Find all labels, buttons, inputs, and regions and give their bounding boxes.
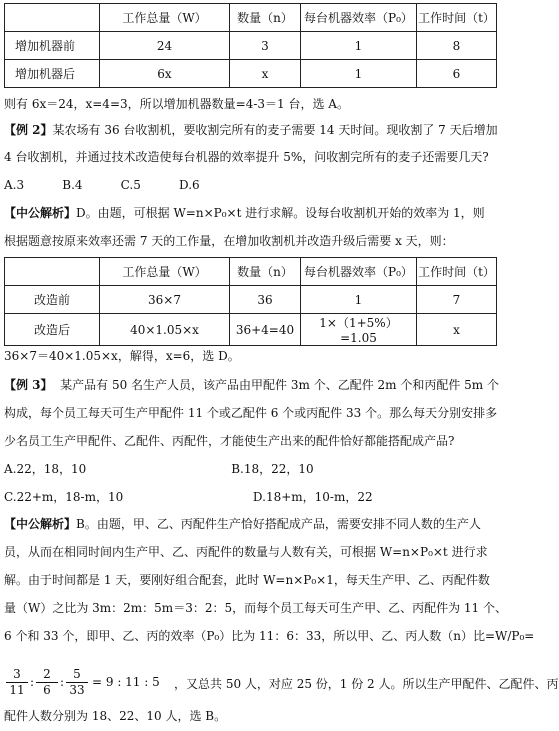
table-cell: 6x <box>100 60 230 88</box>
table-cell: 8 <box>417 32 497 60</box>
fraction: 2 6 <box>36 667 58 698</box>
table-cell: 增加机器前 <box>5 32 100 60</box>
text-line: 则有 6x＝24，x=4=3，所以增加机器数量=4-3＝1 台，选 A。 <box>4 97 349 111</box>
example-2-heading-line: 【例 2】某农场有 36 台收割机，要收割完所有的麦子需要 14 天时间。现收割了 7 天后增加 <box>4 123 498 137</box>
table-header-cell: 工作总量（W） <box>100 4 230 32</box>
table-header-cell: 工作时间（t） <box>417 4 497 32</box>
table-cell: 36×7 <box>100 286 230 314</box>
text-line: 根据题意按原来效率还需 7 天的工作量，在增加收割机并改造升级后需要 x 天，则： <box>4 234 454 248</box>
table-cell: x <box>230 60 301 88</box>
text-line: 员，从而在相同时间内生产甲、乙、丙配件的数量与人数有关，可根据 W=n×P₀×t 进行求 <box>4 545 488 559</box>
table-cell: 1 <box>301 60 417 88</box>
table-row <box>5 286 497 314</box>
table-cell: 24 <box>100 32 230 60</box>
table-cell: 40×1.05×x <box>100 314 230 346</box>
table-cell: x <box>417 314 497 346</box>
table-header-row <box>5 258 497 286</box>
text-line: ，又总共 50 人，对应 25 份，1 份 2 人。所以生产甲配件、乙配件、丙 <box>174 677 559 691</box>
table-header-cell <box>5 258 100 286</box>
table-header-cell: 数量（n） <box>230 4 301 32</box>
answer-options-line: C.22+m，18-m，10 D.18+m，10-m，22 <box>4 490 373 504</box>
text-line: 4 台收割机，并通过技术改造使每台机器的效率提升 5%，问收割完所有的麦子还需要几天? <box>4 150 489 164</box>
table-cell: 1 <box>301 286 417 314</box>
answer-options-line: A.22，18，10 B.18，22，10 <box>4 462 314 476</box>
table-cell: 增加机器后 <box>5 60 100 88</box>
text-line: 量（W）之比为 3m：2m：5m＝3：2：5，而每个员工每天可生产甲、乙、丙配件为 11 个、 <box>4 601 507 615</box>
example-3-heading-line: 【例 3】 某产品有 50 名生产人员，该产品由甲配件 3m 个、乙配件 2m 个和丙配件 5m 个 <box>4 378 499 392</box>
fraction: 3 11 <box>6 667 28 698</box>
table-cell: 36+4=40 <box>230 314 301 346</box>
answer-options-line: A.3 B.4 C.5 D.6 <box>4 178 200 192</box>
table-header-cell: 数量（n） <box>230 258 301 286</box>
table-cell: 3 <box>230 32 301 60</box>
table-work-before-after-upgrade <box>4 257 497 346</box>
table-cell: 改造前 <box>5 286 100 314</box>
text-line: 配件人数分别为 18、22、10 人，选 B。 <box>4 709 227 723</box>
text-line: 解。由于时间都是 1 天，要刚好组合配套，此时 W=n×P₀×1，每天生产甲、乙、丙配件数 <box>4 573 490 587</box>
text-line: 6 个和 33 个，即甲、乙、丙的效率（P₀）比为 11：6：33，所以甲、乙、丙人数（n）比=W/P₀= <box>4 629 535 643</box>
fraction: 5 33 <box>66 667 88 698</box>
table-header-cell: 每台机器效率（P₀） <box>301 4 417 32</box>
table-cell: 1 <box>301 32 417 60</box>
text-line: 构成，每个员工每天可生产甲配件 11 个或乙配件 6 个或丙配件 33 个。那么每天分别安排多 <box>4 406 498 420</box>
table-header-cell: 工作时间（t） <box>417 258 497 286</box>
table-cell: 7 <box>417 286 497 314</box>
table-cell: 6 <box>417 60 497 88</box>
table-row <box>5 314 497 346</box>
table-row <box>5 60 497 88</box>
table-cell: 1×（1+5%）=1.05 <box>301 314 417 346</box>
table-cell: 改造后 <box>5 314 100 346</box>
table-header-row <box>5 4 497 32</box>
table-cell: 36 <box>230 286 301 314</box>
table-work-before-after-machines <box>4 3 497 88</box>
text-line: 36×7＝40×1.05×x，解得，x=6，选 D。 <box>4 349 240 363</box>
text-line: 少名员工生产甲配件、乙配件、丙配件，才能使生产出来的配件恰好都能搭配成产品? <box>4 434 455 448</box>
analysis-heading-line: 【中公解析】B。由题，甲、乙、丙配件生产恰好搭配成产品，需要安排不同人数的生产人 <box>4 517 481 531</box>
table-header-cell <box>5 4 100 32</box>
ratio-result: = 9 : 11 : 5 <box>92 675 160 689</box>
analysis-heading-line: 【中公解析】D。由题，可根据 W=n×P₀×t 进行求解。设每台收割机开始的效率为 1，则 <box>4 206 485 220</box>
table-row <box>5 32 497 60</box>
table-header-cell: 每台机器效率（P₀） <box>301 258 417 286</box>
table-header-cell: 工作总量（W） <box>100 258 230 286</box>
